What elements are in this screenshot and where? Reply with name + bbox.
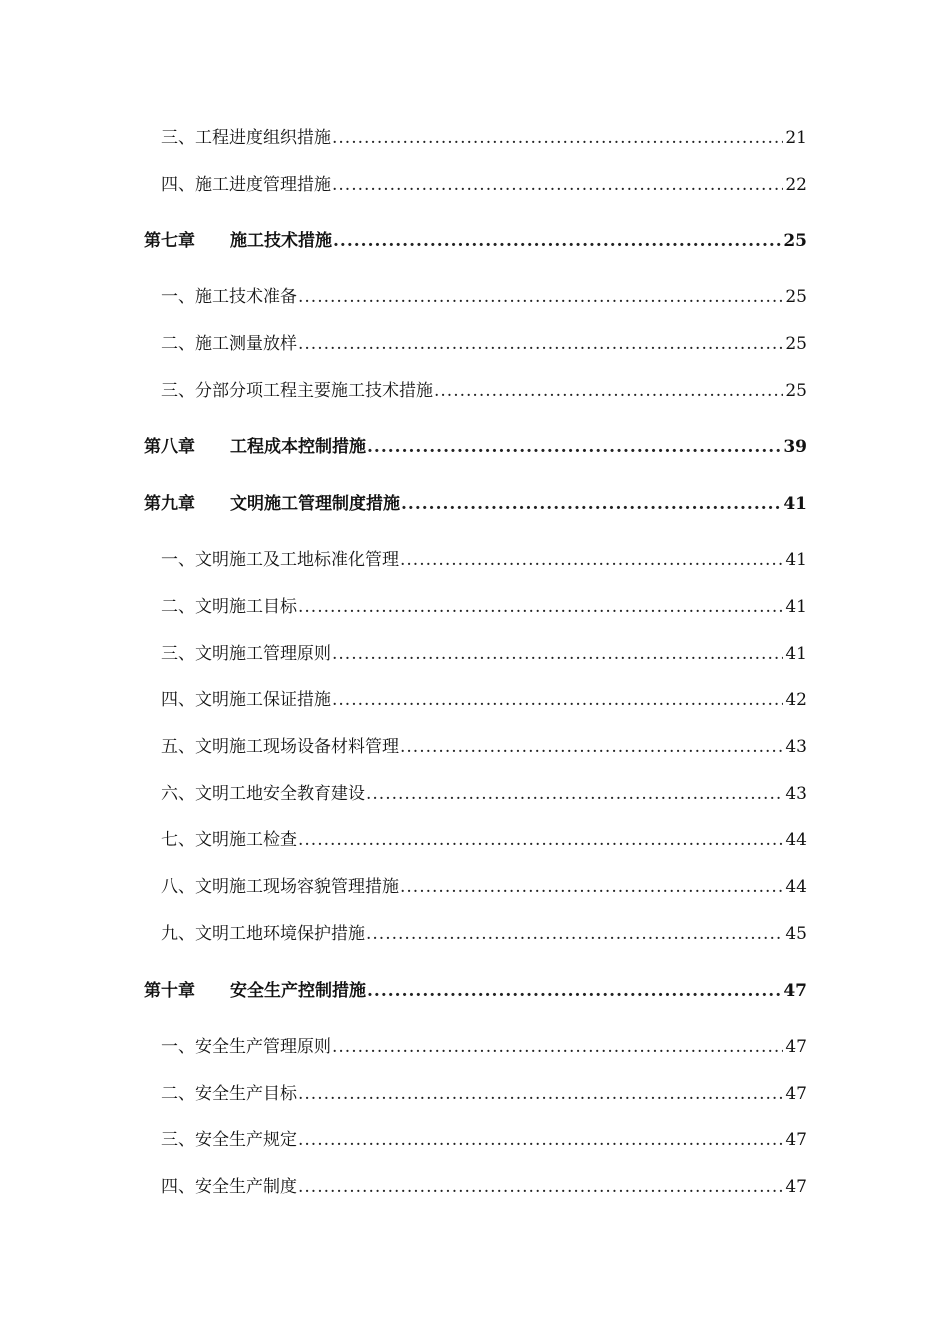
toc-entry <box>161 378 807 404</box>
toc-entry <box>161 594 807 620</box>
toc-chapter-number: 第八章 <box>144 437 195 457</box>
toc-entry-number: 二、 <box>161 334 195 354</box>
toc-entry-number: 三、 <box>161 128 195 148</box>
dot-leader <box>366 781 783 807</box>
toc-entry-page-number: 43 <box>785 784 807 804</box>
toc-entry <box>161 827 807 853</box>
toc-entry-title: 安全生产制度 <box>195 1177 297 1197</box>
toc-entry-page-number: 41 <box>785 550 807 570</box>
toc-entry-page-number: 25 <box>785 334 807 354</box>
dot-leader <box>400 874 783 900</box>
toc-entry-title: 工程进度组织措施 <box>195 128 331 148</box>
toc-entry-page-number: 21 <box>785 128 807 148</box>
toc-entry-number: 三、 <box>161 381 195 401</box>
toc-entry <box>161 1081 807 1107</box>
toc-entry-title: 文明施工检查 <box>195 830 297 850</box>
dot-leader <box>298 827 783 853</box>
toc-entry-number: 五、 <box>161 737 195 757</box>
toc-entry <box>161 172 807 198</box>
toc-chapter-title: 安全生产控制措施 <box>230 981 366 1001</box>
toc-entry-title: 施工技术准备 <box>195 287 297 307</box>
toc-entry-page-number: 25 <box>785 381 807 401</box>
toc-entry-number: 八、 <box>161 877 195 897</box>
toc-entry-title: 安全生产目标 <box>195 1084 297 1104</box>
toc-entry-title: 文明施工目标 <box>195 597 297 617</box>
toc-entry <box>161 781 807 807</box>
toc-entry-page-number: 41 <box>785 644 807 664</box>
toc-entry-number: 三、 <box>161 1130 195 1150</box>
toc-entry-title: 安全生产规定 <box>195 1130 297 1150</box>
dot-leader <box>298 594 783 620</box>
toc-entry-page-number: 22 <box>785 175 807 195</box>
toc-entry-title: 文明施工管理原则 <box>195 644 331 664</box>
toc-entry-title: 文明施工现场设备材料管理 <box>195 737 399 757</box>
dot-leader <box>298 1127 783 1153</box>
dot-leader <box>401 491 781 517</box>
dot-leader <box>366 921 783 947</box>
toc-entry-page-number: 47 <box>785 1037 807 1057</box>
toc-chapter-entry <box>144 491 807 517</box>
toc-entry-title: 分部分项工程主要施工技术措施 <box>195 381 433 401</box>
toc-entry-page-number: 41 <box>785 597 807 617</box>
toc-entry-page-number: 44 <box>785 830 807 850</box>
dot-leader <box>332 125 783 151</box>
toc-entry-title: 施工测量放样 <box>195 334 297 354</box>
toc-entry <box>161 874 807 900</box>
toc-entry <box>161 1174 807 1200</box>
toc-chapter-title: 工程成本控制措施 <box>230 437 366 457</box>
toc-entry-page-number: 25 <box>785 287 807 307</box>
toc-entry <box>161 641 807 667</box>
dot-leader <box>298 331 783 357</box>
toc-entry-number: 一、 <box>161 1037 195 1057</box>
toc-entry-number: 九、 <box>161 924 195 944</box>
dot-leader <box>332 1034 783 1060</box>
toc-entry <box>161 921 807 947</box>
toc-entry-title: 安全生产管理原则 <box>195 1037 331 1057</box>
toc-entry-title: 文明工地安全教育建设 <box>195 784 365 804</box>
toc-entry-page-number: 41 <box>783 494 807 514</box>
toc-chapter-title: 文明施工管理制度措施 <box>230 494 400 514</box>
dot-leader <box>332 641 783 667</box>
toc-entry-number: 四、 <box>161 175 195 195</box>
toc-entry-title: 文明施工及工地标准化管理 <box>195 550 399 570</box>
toc-entry-number: 一、 <box>161 287 195 307</box>
toc-entry-number: 三、 <box>161 644 195 664</box>
toc-entry-page-number: 42 <box>785 690 807 710</box>
toc-entry-page-number: 47 <box>785 1130 807 1150</box>
dot-leader <box>332 687 783 713</box>
toc-entry <box>161 687 807 713</box>
dot-leader <box>333 228 781 254</box>
toc-entry-page-number: 47 <box>785 1177 807 1197</box>
toc-chapter-number: 第十章 <box>144 981 195 1001</box>
toc-entry-page-number: 25 <box>783 231 807 251</box>
dot-leader <box>298 1081 783 1107</box>
dot-leader <box>400 734 783 760</box>
dot-leader <box>367 978 781 1004</box>
dot-leader <box>367 434 781 460</box>
toc-entry <box>161 1034 807 1060</box>
dot-leader <box>298 1174 783 1200</box>
toc-entry-page-number: 44 <box>785 877 807 897</box>
toc-entry <box>161 734 807 760</box>
toc-chapter-entry <box>144 434 807 460</box>
dot-leader <box>400 547 783 573</box>
toc-entry-page-number: 47 <box>783 981 807 1001</box>
toc-entry-number: 二、 <box>161 597 195 617</box>
toc-entry-page-number: 43 <box>785 737 807 757</box>
dot-leader <box>298 284 783 310</box>
toc-chapter-entry <box>144 228 807 254</box>
toc-entry-number: 二、 <box>161 1084 195 1104</box>
toc-entry <box>161 284 807 310</box>
toc-entry-title: 文明工地环境保护措施 <box>195 924 365 944</box>
toc-entry-title: 施工进度管理措施 <box>195 175 331 195</box>
toc-entry-page-number: 47 <box>785 1084 807 1104</box>
toc-entry-number: 七、 <box>161 830 195 850</box>
toc-entry-number: 四、 <box>161 690 195 710</box>
toc-entry-page-number: 45 <box>785 924 807 944</box>
toc-entry-number: 六、 <box>161 784 195 804</box>
toc-entry-page-number: 39 <box>783 437 807 457</box>
toc-entry-title: 文明施工现场容貌管理措施 <box>195 877 399 897</box>
toc-entry <box>161 547 807 573</box>
toc-entry <box>161 1127 807 1153</box>
toc-chapter-number: 第七章 <box>144 231 195 251</box>
toc-chapter-number: 第九章 <box>144 494 195 514</box>
toc-entry <box>161 125 807 151</box>
dot-leader <box>434 378 783 404</box>
dot-leader <box>332 172 783 198</box>
toc-entry-number: 一、 <box>161 550 195 570</box>
toc-chapter-title: 施工技术措施 <box>230 231 332 251</box>
toc-entry <box>161 331 807 357</box>
toc-entry-title: 文明施工保证措施 <box>195 690 331 710</box>
toc-chapter-entry <box>144 978 807 1004</box>
toc-entry-number: 四、 <box>161 1177 195 1197</box>
